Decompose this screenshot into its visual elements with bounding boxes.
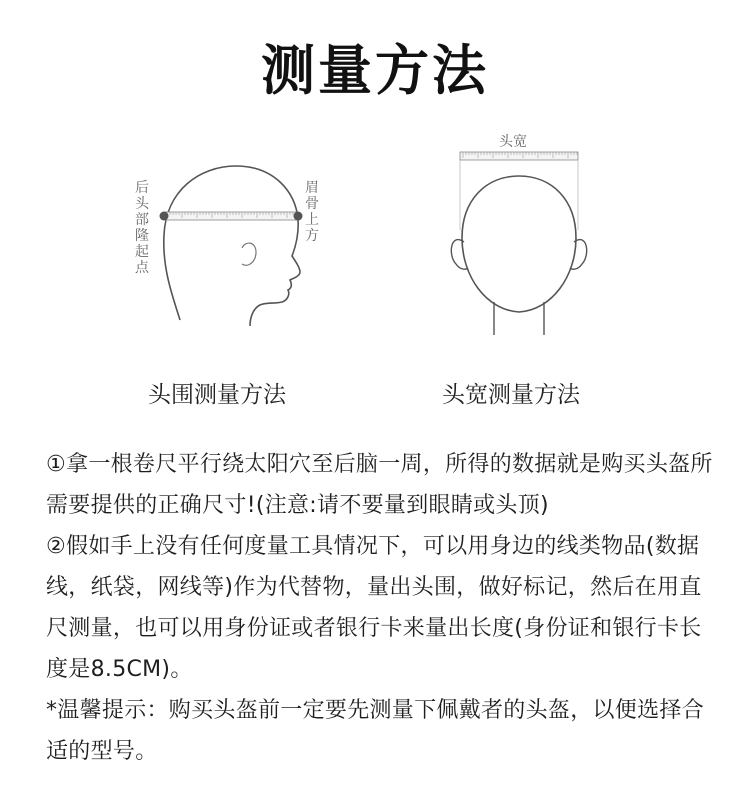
width-caption: 头宽测量方法 <box>442 382 580 408</box>
circumference-caption: 头围测量方法 <box>148 382 286 408</box>
head-width-label: 头宽 <box>496 131 530 151</box>
head-front-icon <box>440 130 600 340</box>
instruction-step-1: ①拿一根卷尺平行绕太阳穴至后脑一周，所得的数据就是购买头盔所需要提供的正确尺寸!(注意:请不要量到眼睛或头顶) <box>46 452 713 518</box>
brow-label: 眉骨上方 <box>305 180 319 244</box>
back-head-label: 后头部隆起点 <box>135 180 149 276</box>
head-circumference-figure <box>150 160 320 330</box>
head-profile-icon <box>150 160 320 330</box>
head-width-figure <box>440 130 600 340</box>
instruction-step-2: ②假如手上没有任何度量工具情况下，可以用身边的线类物品(数据线，纸袋，网线等)作为代替物，量出头围，做好标记，然后在用直尺测量，也可以用身份证或者银行卡来量出长度(身份证和银行卡长度是8.5CM)。 <box>46 534 702 682</box>
page-title: 测量方法 <box>261 39 489 102</box>
instructions <box>46 444 722 772</box>
warm-tip: *温馨提示：购买头盔前一定要先测量下佩戴者的头盔，以便选择合适的型号。 <box>46 698 705 764</box>
